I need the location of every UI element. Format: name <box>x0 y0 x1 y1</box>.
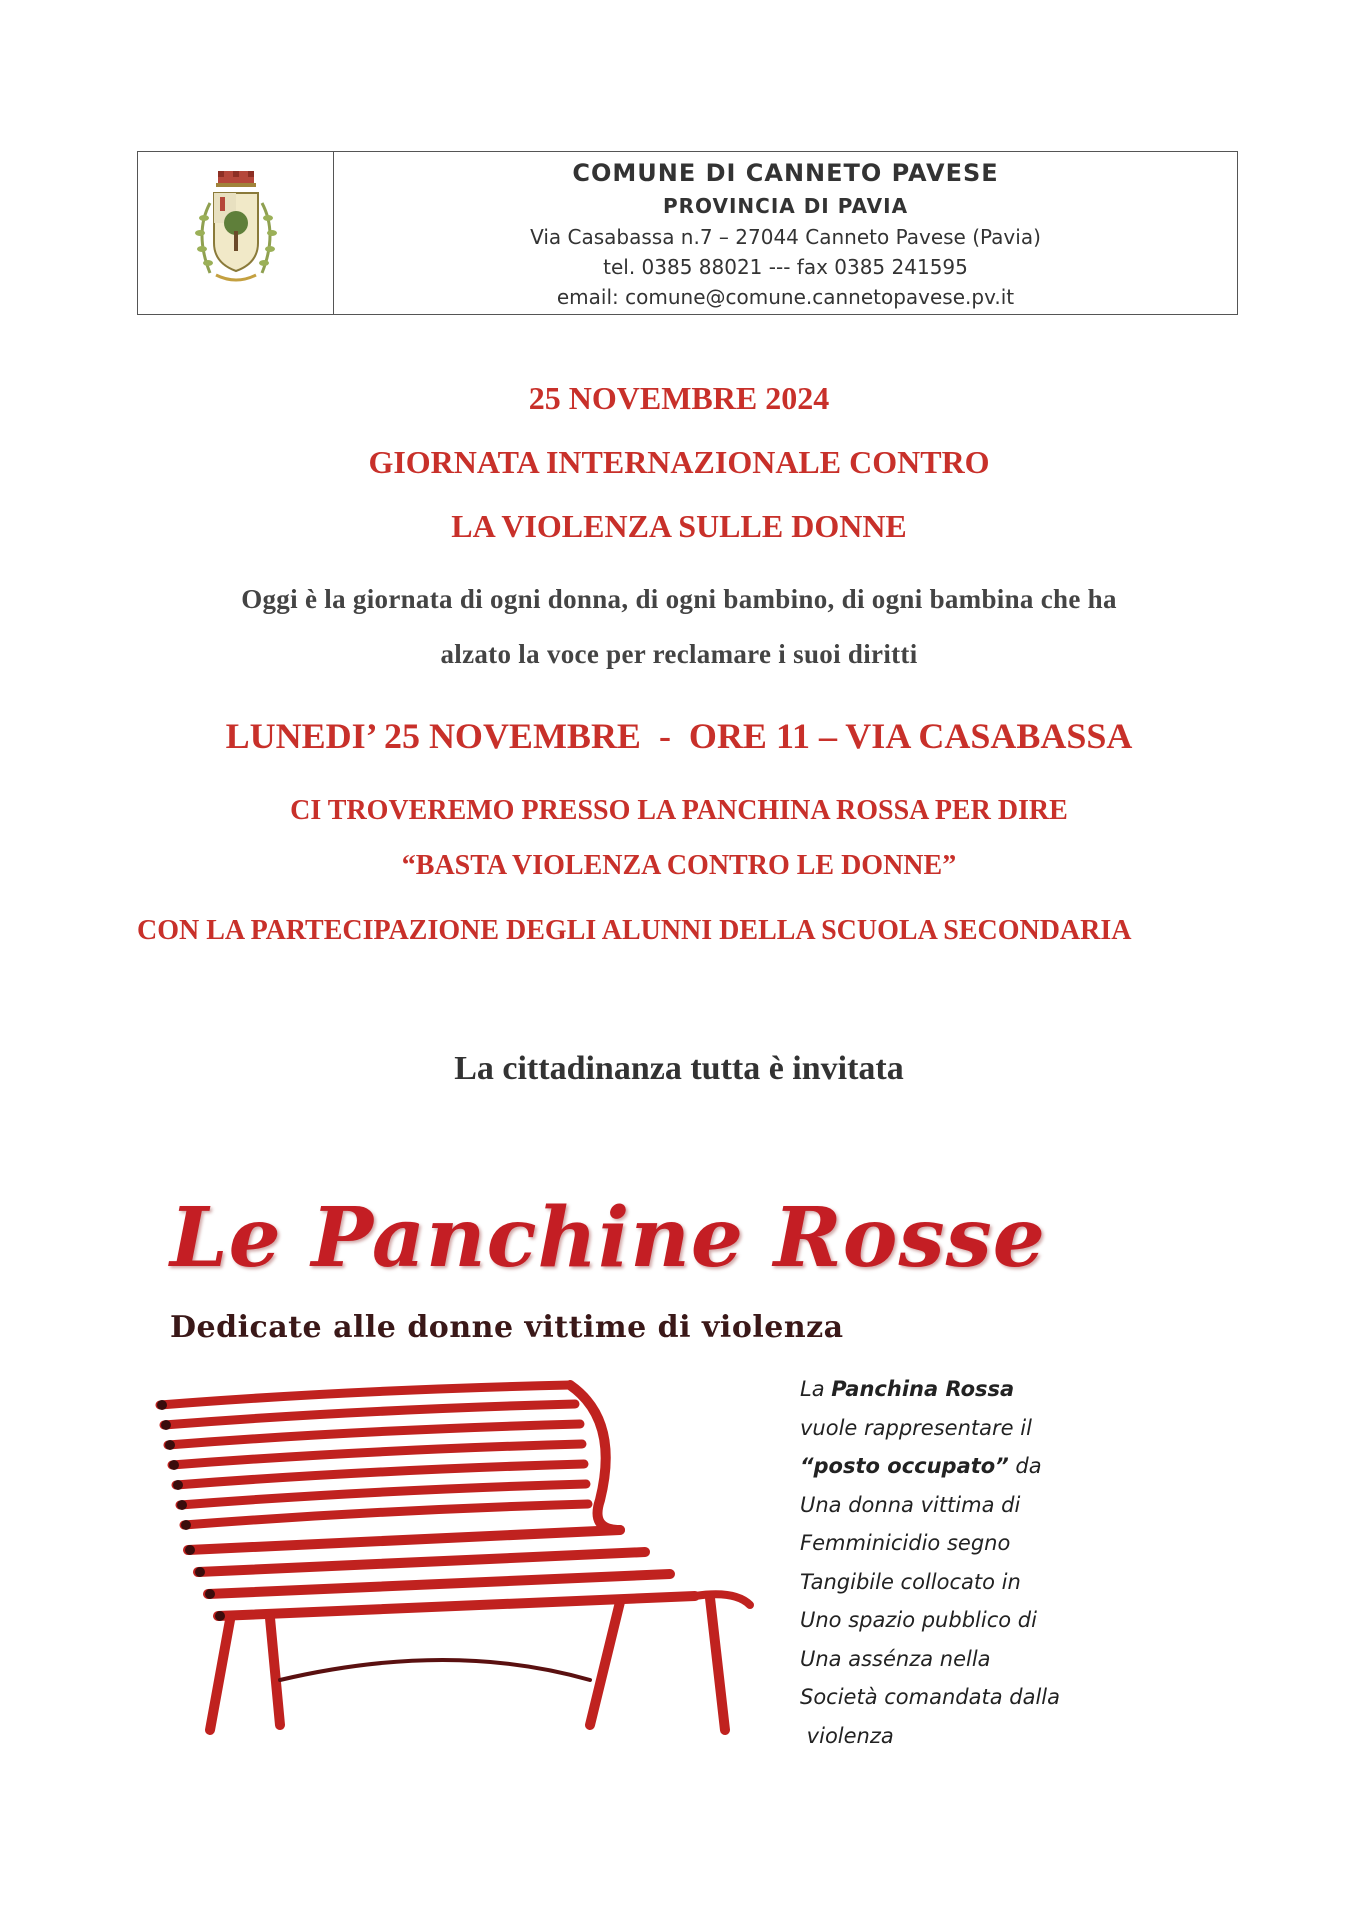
event-title-line1: GIORNATA INTERNAZIONALE CONTRO <box>368 444 990 480</box>
desc-line: Società comandata dalla <box>800 1685 1060 1709</box>
desc-line: Femminicidio segno <box>800 1531 1011 1555</box>
crest-cell <box>138 152 334 314</box>
desc-line <box>800 1447 1120 1486</box>
desc-bold-text: Panchina Rossa <box>831 1377 1015 1401</box>
municipality-name: COMUNE DI CANNETO PAVESE <box>572 159 999 187</box>
municipality-header <box>137 151 1238 315</box>
red-bench-illustration <box>150 1380 770 1740</box>
event-title-line2: LA VIOLENZA SULLE DONNE <box>451 508 907 544</box>
desc-bold-text: “posto occupato” <box>800 1454 1009 1478</box>
desc-line: Uno spazio pubblico di <box>800 1608 1037 1632</box>
panchine-rosse-logo-title: Le Panchine Rosse <box>170 1190 1046 1286</box>
event-date: 25 NOVEMBRE 2024 <box>528 380 830 416</box>
intro-line2: alzato la voce per reclamare i suoi diritti <box>440 639 918 669</box>
phone-fax: tel. 0385 88021 --- fax 0385 241595 <box>603 255 968 279</box>
desc-line: Tangibile collocato in <box>800 1569 1021 1594</box>
address: Via Casabassa n.7 – 27044 Canneto Pavese (Pavia) <box>530 225 1041 249</box>
panchine-rosse-subtitle: Dedicate alle donne vittime di violenza <box>170 1310 844 1345</box>
bench-description <box>800 1370 1120 1755</box>
province-name: PROVINCIA DI PAVIA <box>662 194 909 218</box>
header-text <box>334 152 1237 314</box>
meeting-line2: “BASTA VIOLENZA CONTRO LE DONNE” <box>401 850 957 881</box>
desc-line: Una donna vittima di <box>800 1492 1021 1517</box>
desc-line: violenza <box>800 1723 894 1748</box>
participation-text: CON LA PARTECIPAZIONE DEGLI ALUNNI DELLA SCUOLA SECONDARIA <box>137 915 1132 946</box>
municipal-crest-icon <box>176 163 296 303</box>
bench-illustration <box>150 1380 770 1740</box>
invitation-text: La cittadinanza tutta è invitata <box>454 1050 904 1087</box>
meeting-line1: CI TROVEREMO PRESSO LA PANCHINA ROSSA PER DIRE <box>290 795 1068 826</box>
desc-line: Una assénza nella <box>800 1646 991 1671</box>
event-when-where: LUNEDI’ 25 NOVEMBRE - ORE 11 – VIA CASABASSA <box>225 716 1133 756</box>
intro-text <box>0 572 1358 682</box>
desc-line: vuole rappresentare il <box>800 1415 1032 1440</box>
email: email: comune@comune.cannetopavese.pv.it <box>556 285 1015 309</box>
intro-line1: Oggi è la giornata di ogni donna, di ogni bambino, di ogni bambina che ha <box>241 584 1117 614</box>
desc-text: da <box>1008 1454 1042 1478</box>
desc-text: La <box>800 1377 832 1401</box>
desc-line <box>800 1370 1120 1409</box>
